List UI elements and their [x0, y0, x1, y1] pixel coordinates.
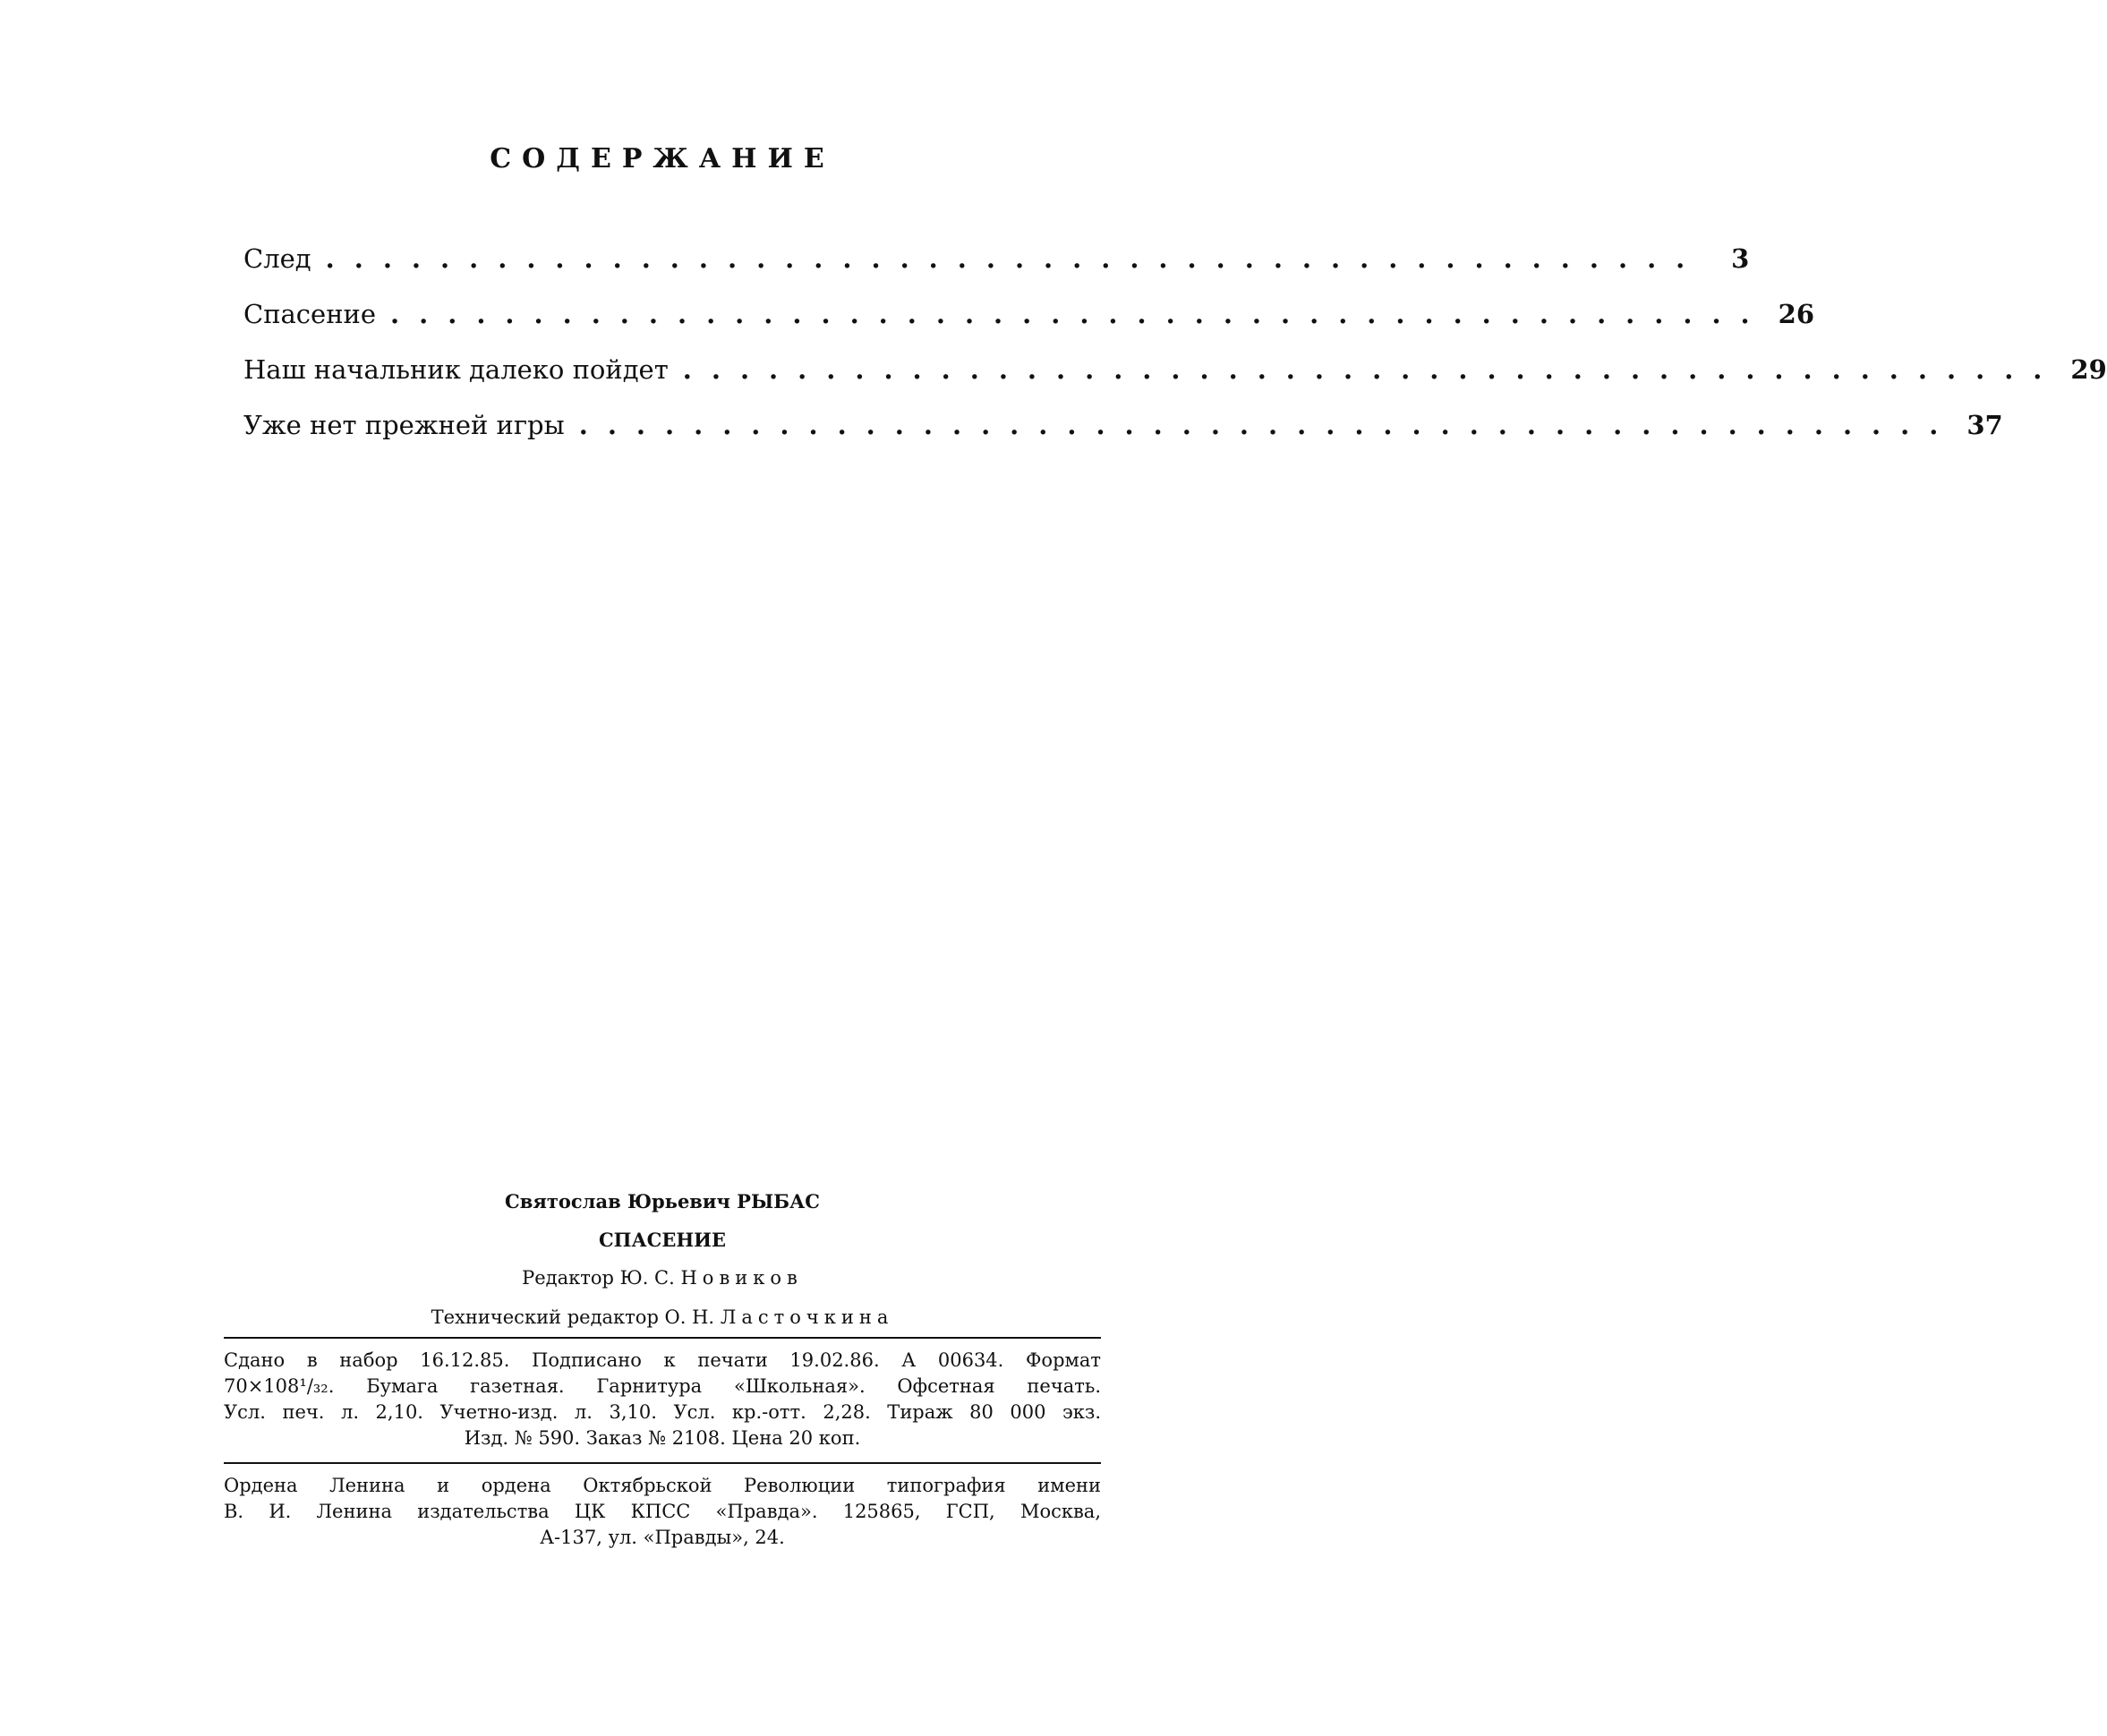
toc-entry-title: Уже нет прежней игры: [243, 410, 565, 440]
printer-details-line: В. И. Ленина издательства ЦК КПСС «Правда». 125865, ГСП, Москва,: [224, 1501, 1101, 1522]
toc-entry: [243, 243, 1750, 299]
toc-leader-dots: ................................................: [578, 410, 1958, 440]
editor-name: Новиков: [680, 1267, 803, 1289]
book-title: СПАСЕНИЕ: [598, 1229, 727, 1251]
print-details: [224, 1348, 1101, 1451]
divider: [224, 1462, 1101, 1464]
tech-editor-line: [224, 1306, 1101, 1328]
author-surname: РЫБАС: [737, 1190, 820, 1213]
print-details-line: Усл. печ. л. 2,10. Учетно-изд. л. 3,10. Усл. кр.-отт. 2,28. Тираж 80 000 экз.: [224, 1401, 1101, 1423]
toc-title: СОДЕРЖАНИЕ: [490, 143, 835, 174]
toc-entry-page: 3: [1731, 243, 1750, 274]
toc-entry-page: 26: [1778, 299, 1815, 329]
toc-entry: [243, 299, 1815, 354]
printer-details: [224, 1473, 1101, 1551]
toc-entry-title: Наш начальник далеко пойдет: [243, 354, 669, 385]
toc-leader-dots: ................................................: [682, 354, 2062, 385]
toc-list: [243, 243, 2107, 465]
colophon: [224, 1190, 1101, 1562]
author-name: Святослав Юрьевич: [505, 1190, 730, 1213]
printer-details-line: А-137, ул. «Правды», 24.: [540, 1527, 785, 1548]
toc-leader-dots: ................................................: [390, 299, 1770, 329]
toc-entry-page: 37: [1966, 410, 2003, 440]
author-line: [224, 1190, 1101, 1213]
tech-editor-label: Технический редактор О. Н.: [431, 1306, 715, 1328]
toc-leader-dots: ................................................: [325, 243, 1705, 274]
toc-entry: [243, 354, 2107, 410]
toc-entry: [243, 410, 2003, 465]
print-details-line: Изд. № 590. Заказ № 2108. Цена 20 коп.: [464, 1427, 861, 1449]
toc-entry-page: 29: [2070, 354, 2107, 385]
print-details-line: 70×108¹/₃₂. Бумага газетная. Гарнитура «Школьная». Офсетная печать.: [224, 1375, 1101, 1397]
editor-line: [224, 1267, 1101, 1289]
editor-label: Редактор Ю. С.: [522, 1267, 675, 1289]
tech-editor-name: Ласточкина: [720, 1306, 894, 1328]
divider: [224, 1337, 1101, 1339]
print-details-line: Сдано в набор 16.12.85. Подписано к печати 19.02.86. А 00634. Формат: [224, 1349, 1101, 1371]
printer-details-line: Ордена Ленина и ордена Октябрьской Революции типография имени: [224, 1475, 1101, 1496]
toc-entry-title: Спасение: [243, 299, 377, 329]
toc-entry-title: След: [243, 243, 311, 274]
